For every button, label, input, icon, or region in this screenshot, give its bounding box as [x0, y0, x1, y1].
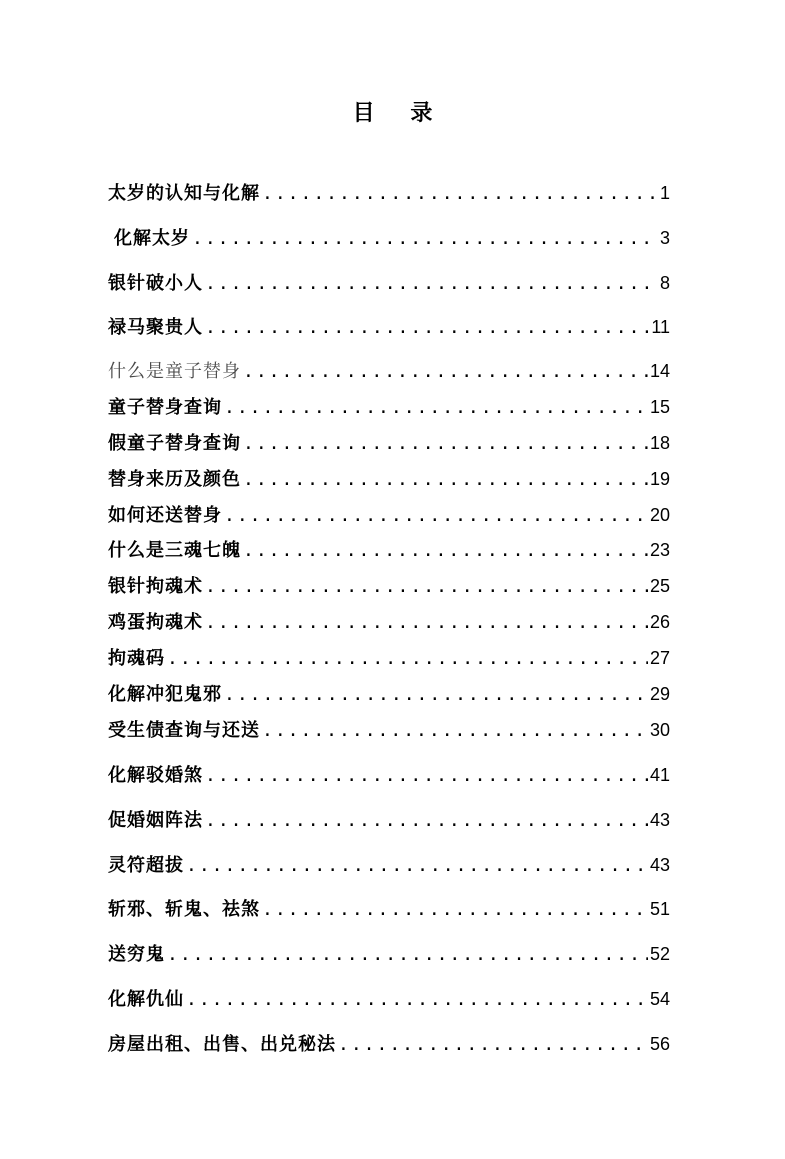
toc-entry[interactable]	[108, 896, 670, 922]
toc-entry[interactable]	[108, 394, 670, 420]
toc-entry-page: 19	[649, 469, 670, 489]
toc-entry[interactable]	[108, 609, 670, 635]
toc-dot-leader	[262, 181, 658, 207]
toc-dot-leader	[224, 395, 648, 421]
toc-dot-leader	[262, 718, 648, 744]
toc-dot-leader	[192, 226, 658, 252]
toc-entry[interactable]	[108, 430, 670, 456]
toc-dot-leader	[243, 467, 648, 493]
toc-dot-leader	[205, 763, 648, 789]
toc-entry[interactable]	[108, 852, 670, 878]
toc-entry-page: 8	[659, 273, 670, 293]
toc-entry-page: 30	[649, 720, 670, 740]
toc-entry[interactable]	[108, 1031, 670, 1057]
toc-dot-leader	[243, 431, 648, 457]
toc-entry-label: 禄马聚贵人	[108, 317, 203, 338]
toc-entry[interactable]	[108, 717, 670, 743]
toc-entry[interactable]	[108, 986, 670, 1012]
toc-dot-leader	[167, 646, 648, 672]
toc-entry-label: 什么是童子替身	[108, 361, 241, 382]
toc-entry-label: 化解驳婚煞	[108, 765, 203, 786]
toc-entry[interactable]	[108, 537, 670, 563]
toc-entry-page: 14	[649, 361, 670, 381]
toc-dot-leader	[338, 1032, 648, 1058]
toc-entry-label: 太岁的认知与化解	[108, 183, 260, 204]
toc-entry-page: 20	[649, 505, 670, 525]
toc-entry-page: 18	[649, 433, 670, 453]
toc-dot-leader	[205, 574, 648, 600]
toc-entry[interactable]	[108, 762, 670, 788]
toc-entry-page: 1	[659, 183, 670, 203]
toc-entry[interactable]	[108, 941, 670, 967]
toc-entry[interactable]	[108, 314, 670, 340]
toc-dot-leader	[186, 987, 648, 1013]
toc-dot-leader	[224, 682, 648, 708]
toc-entry-label: 化解冲犯鬼邪	[108, 684, 222, 705]
toc-dot-leader	[205, 808, 648, 834]
toc-entry[interactable]	[108, 807, 670, 833]
toc-entry-label: 银针拘魂术	[108, 576, 203, 597]
toc-dot-leader	[243, 359, 648, 385]
toc-dot-leader	[205, 315, 649, 341]
toc-entry-page: 43	[649, 855, 670, 875]
toc-entry[interactable]	[108, 573, 670, 599]
toc-title: 目 录	[352, 100, 447, 126]
toc-entry-label: 替身来历及颜色	[108, 469, 241, 490]
toc-entry-label: 鸡蛋拘魂术	[108, 612, 203, 633]
toc-entry-label: 灵符超拔	[108, 855, 184, 876]
toc-entry[interactable]	[108, 225, 670, 251]
toc-dot-leader	[205, 610, 648, 636]
toc-entry-label: 拘魂码	[108, 648, 165, 669]
toc-entry-page: 54	[649, 989, 670, 1009]
toc-entry[interactable]	[108, 180, 670, 206]
toc-entry-page: 52	[649, 944, 670, 964]
toc-entry-page: 23	[649, 540, 670, 560]
toc-entry-label: 如何还送替身	[108, 505, 222, 526]
toc-entry-label: 化解仇仙	[108, 989, 184, 1010]
toc-entry-page: 51	[649, 899, 670, 919]
toc-entry-label: 假童子替身查询	[108, 433, 241, 454]
toc-entry-label: 化解太岁	[114, 228, 190, 249]
toc-entry-label: 房屋出租、出售、出兑秘法	[108, 1034, 336, 1055]
toc-dot-leader	[186, 853, 648, 879]
toc-entry-label: 送穷鬼	[108, 944, 165, 965]
toc-entry-page: 43	[649, 810, 670, 830]
toc-entry-label: 受生债查询与还送	[108, 720, 260, 741]
toc-entry[interactable]	[108, 270, 670, 296]
toc-dot-leader	[167, 942, 648, 968]
toc-entry-label: 童子替身查询	[108, 397, 222, 418]
toc-entry[interactable]	[108, 645, 670, 671]
toc-entry-label: 什么是三魂七魄	[108, 540, 241, 561]
toc-entry-page: 25	[649, 576, 670, 596]
toc-entry[interactable]	[108, 466, 670, 492]
toc-entry-page: 29	[649, 684, 670, 704]
toc-entry-page: 27	[649, 648, 670, 668]
toc-entry-label: 斩邪、斩鬼、祛煞	[108, 899, 260, 920]
toc-entry[interactable]	[108, 681, 670, 707]
toc-entry-page: 15	[649, 397, 670, 417]
toc-entry-page: 56	[649, 1034, 670, 1054]
toc-entry[interactable]	[108, 358, 670, 384]
toc-entry[interactable]	[108, 502, 670, 528]
toc-dot-leader	[243, 538, 648, 564]
toc-entry-page: 11	[651, 317, 670, 337]
toc-entry-page: 26	[649, 612, 670, 632]
toc-dot-leader	[224, 503, 648, 529]
toc-entry-label: 促婚姻阵法	[108, 810, 203, 831]
toc-entry-page: 41	[649, 765, 670, 785]
toc-dot-leader	[262, 897, 648, 923]
toc-entry-page: 3	[659, 228, 670, 248]
toc-entry-label: 银针破小人	[108, 273, 203, 294]
toc-dot-leader	[205, 271, 658, 297]
